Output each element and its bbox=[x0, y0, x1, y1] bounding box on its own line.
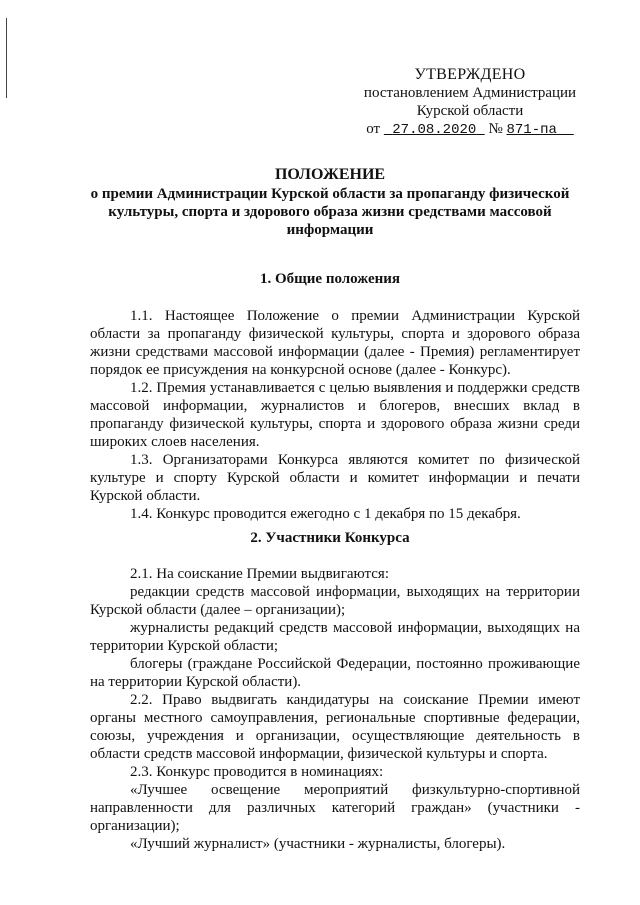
approval-order-line bbox=[350, 120, 590, 139]
doc-title: ПОЛОЖЕНИЕ bbox=[274, 166, 386, 183]
section1-heading: 1. Общие положения bbox=[259, 271, 401, 287]
paragraph: «Лучшее освещение мероприятий физкультурно-спортивной направленности для различных категорий граждан» (участники - организации); bbox=[90, 782, 580, 834]
approval-stamp bbox=[350, 66, 590, 139]
approval-line2: Курской области bbox=[416, 103, 524, 119]
approval-line1: постановлением Администрации bbox=[363, 85, 577, 101]
paragraph: блогеры (граждане Российской Федерации, постоянно проживающие на территории Курской области). bbox=[90, 656, 580, 690]
section1-body bbox=[90, 307, 580, 523]
paragraph: 2.2. Право выдвигать кандидатуры на соискание Премии имеют органы местного самоуправления, региональные спортивные федерации, союзы, учреждения и организации, осуществляющие деятельность в области средств массовой информации, физической культуры и спорта. bbox=[90, 692, 580, 762]
section2-heading: 2. Участники Конкурса bbox=[250, 530, 410, 546]
paragraph: 1.2. Премия устанавливается с целью выявления и поддержки средств массовой информации, журналистов и блогеров, внесших вклад в пропаганду физической культуры, спорта и здорового образа жизни среди широких слоев населения. bbox=[90, 380, 580, 450]
paragraph: «Лучший журналист» (участники - журналисты, блогеры). bbox=[130, 836, 506, 852]
from-label: от bbox=[366, 121, 381, 137]
paragraph: 1.4. Конкурс проводится ежегодно с 1 декабря по 15 декабря. bbox=[130, 506, 521, 522]
number-label: № bbox=[488, 121, 503, 137]
approval-number: 871-па bbox=[506, 122, 557, 138]
paragraph: редакции средств массовой информации, выходящих на территории Курской области (далее – организации); bbox=[90, 584, 580, 618]
paragraph: журналисты редакций средств массовой информации, выходящих на территории Курской области; bbox=[90, 620, 580, 654]
paragraph: 1.1. Настоящее Положение о премии Администрации Курской области за пропаганду физической культуры, спорта и здорового образа жизни средствами массовой информации (далее - Премия) регламентирует порядок ее присуждения на конкурсной основе (далее - Конкурс). bbox=[90, 308, 580, 378]
paragraph: 2.1. На соискание Премии выдвигаются: bbox=[130, 566, 389, 582]
doc-subtitle: о премии Администрации Курской области за пропаганду физической культуры, спорта и здорового образа жизни средствами массовой информации bbox=[90, 186, 570, 238]
scan-edge-line bbox=[6, 18, 7, 98]
approval-date: 27.08.2020 bbox=[392, 122, 477, 138]
paragraph: 2.3. Конкурс проводится в номинациях: bbox=[130, 764, 384, 780]
approval-title: УТВЕРЖДЕНО bbox=[414, 66, 526, 83]
section2-body bbox=[90, 565, 580, 853]
paragraph: 1.3. Организаторами Конкурса являются комитет по физической культуре и спорту Курской области и комитет информации и печати Курской области. bbox=[90, 452, 580, 504]
